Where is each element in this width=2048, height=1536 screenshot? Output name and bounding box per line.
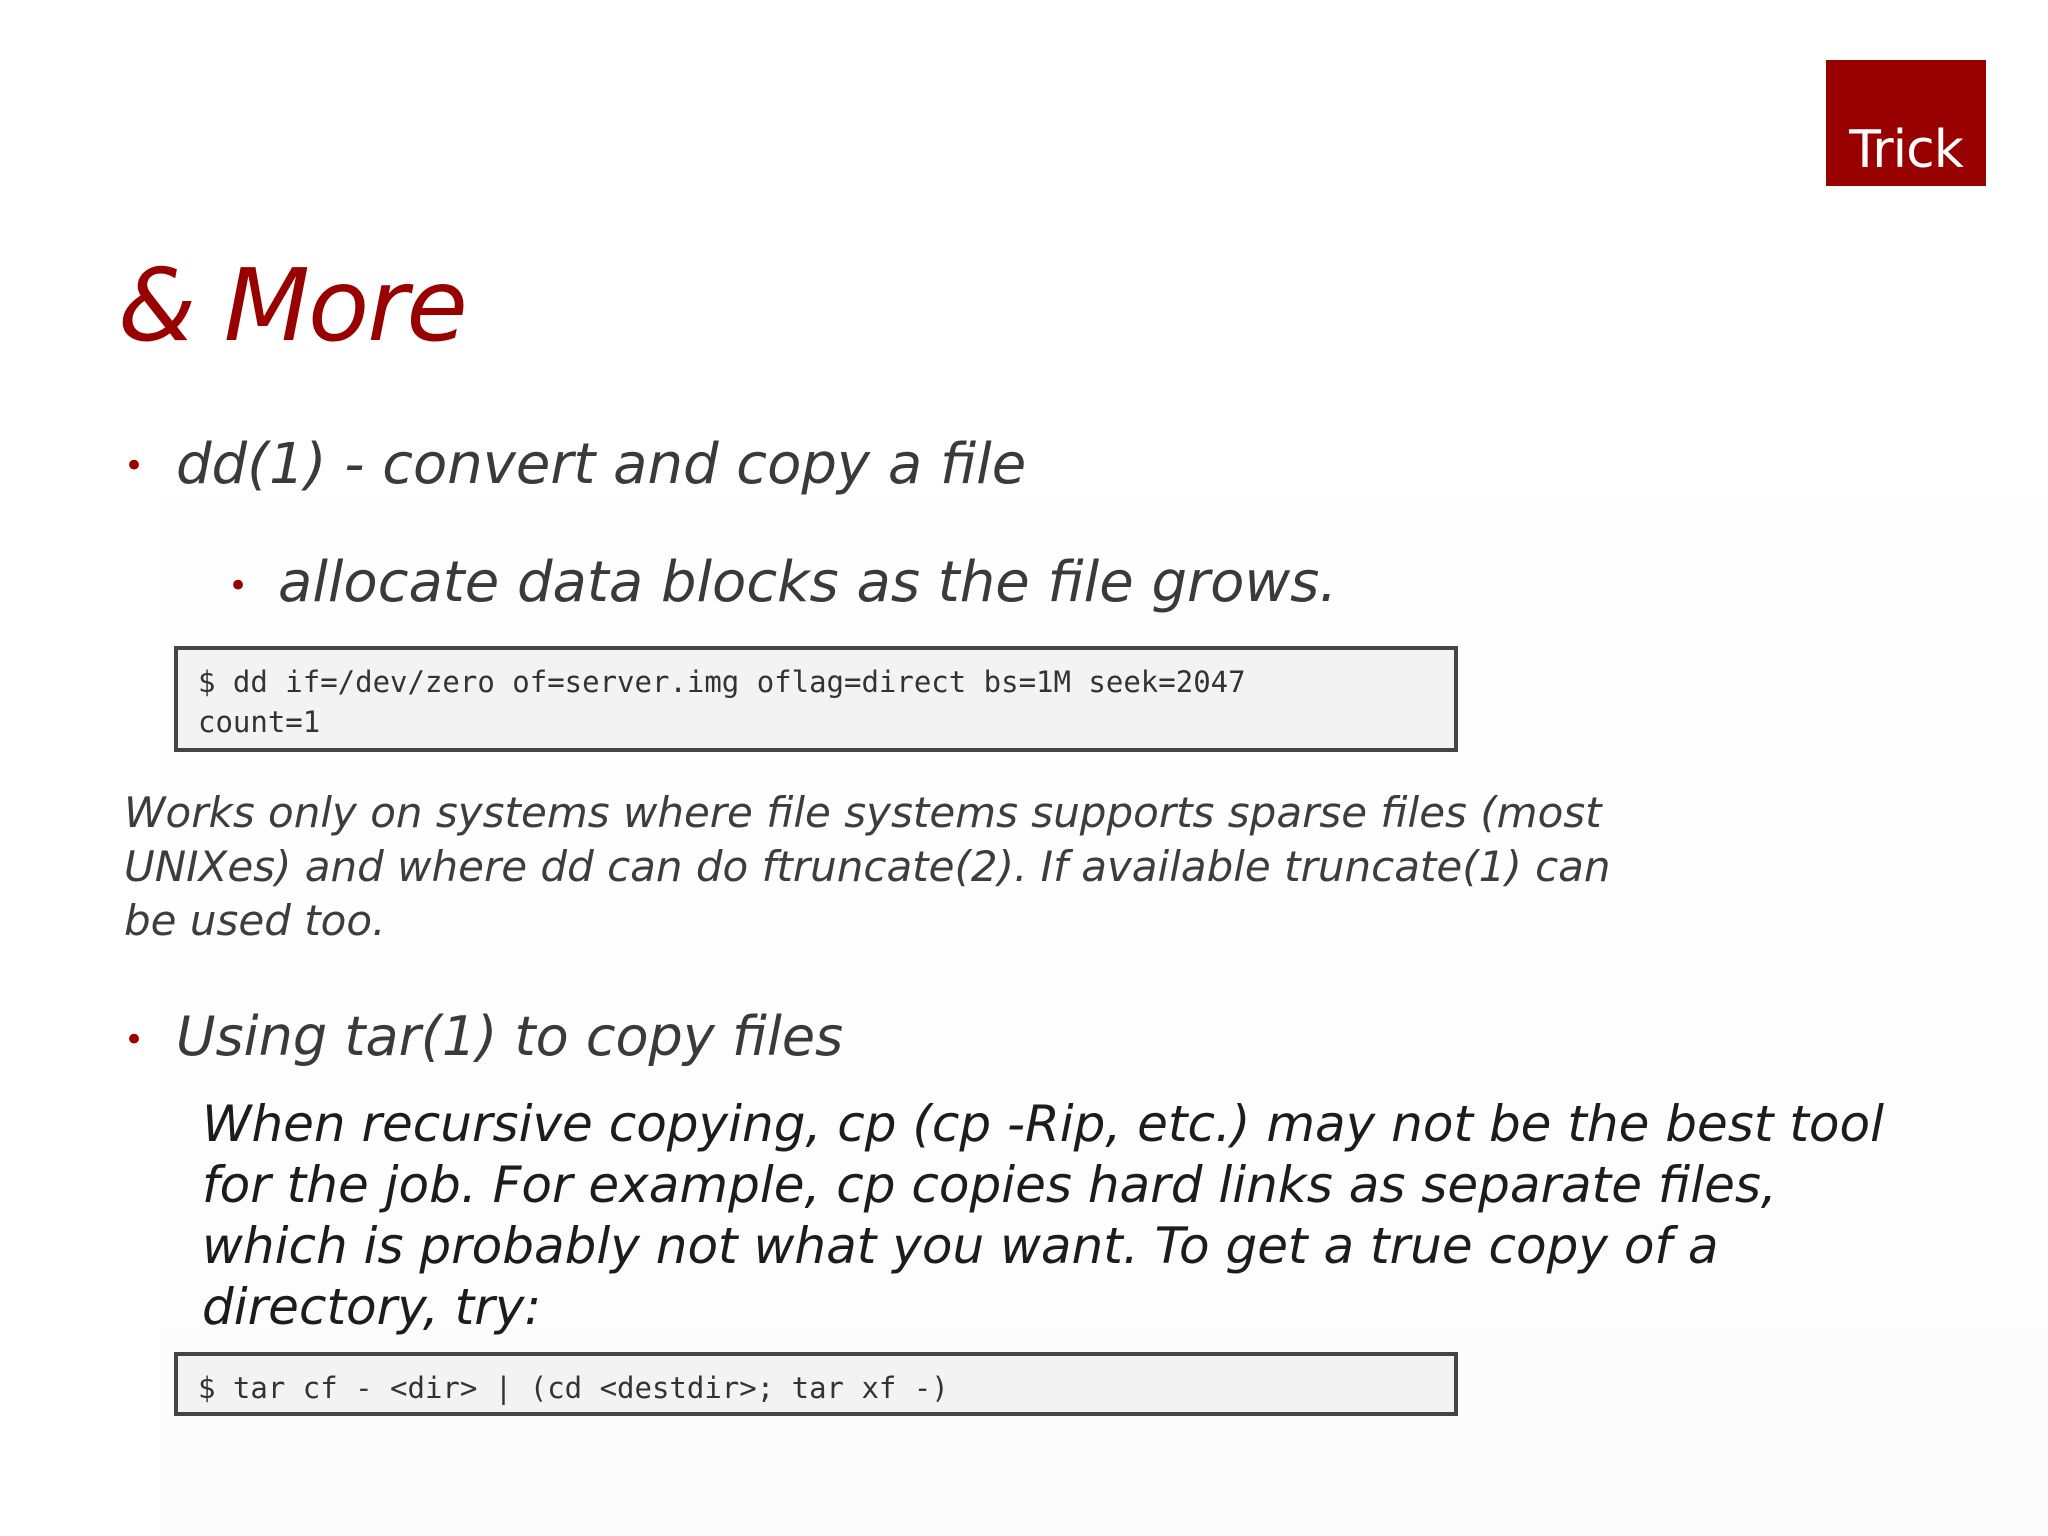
description-line: When recursive copying, cp (cp -Rip, etc.) may not be the best tool [202, 1095, 1885, 1153]
bullet-dd: dd(1) - convert and copy a file [176, 432, 1027, 497]
code-line: count=1 [198, 705, 321, 739]
note-line: UNIXes) and where dd can do ftruncate(2). If available truncate(1) can [124, 842, 1611, 891]
bullet-dot-icon: • [228, 566, 249, 606]
bullet-dot-icon: • [124, 446, 145, 486]
slide-title: & More [118, 247, 466, 364]
description-line: for the job. For example, cp copies hard links as separate files, [202, 1156, 1777, 1214]
sparse-files-note [124, 786, 1611, 948]
code-line: $ dd if=/dev/zero of=server.img oflag=direct bs=1M seek=2047 [198, 665, 1246, 699]
bullet-dot-icon: • [124, 1020, 145, 1060]
bullet-tar: Using tar(1) to copy files [176, 1005, 844, 1068]
description-line: directory, try: [202, 1278, 542, 1336]
trick-badge-label: Trick [1849, 120, 1963, 180]
note-line: be used too. [124, 896, 386, 945]
code-block-dd [174, 646, 1458, 752]
trick-badge [1826, 60, 1986, 186]
sub-bullet-allocate: allocate data blocks as the file grows. [278, 550, 1338, 615]
tar-description [202, 1094, 1884, 1338]
description-line: which is probably not what you want. To get a true copy of a [202, 1217, 1719, 1275]
code-block-tar [174, 1352, 1458, 1416]
note-line: Works only on systems where file systems supports sparse files (most [124, 788, 1602, 837]
code-line: $ tar cf - <dir> | (cd <destdir>; tar xf -) [198, 1371, 949, 1405]
